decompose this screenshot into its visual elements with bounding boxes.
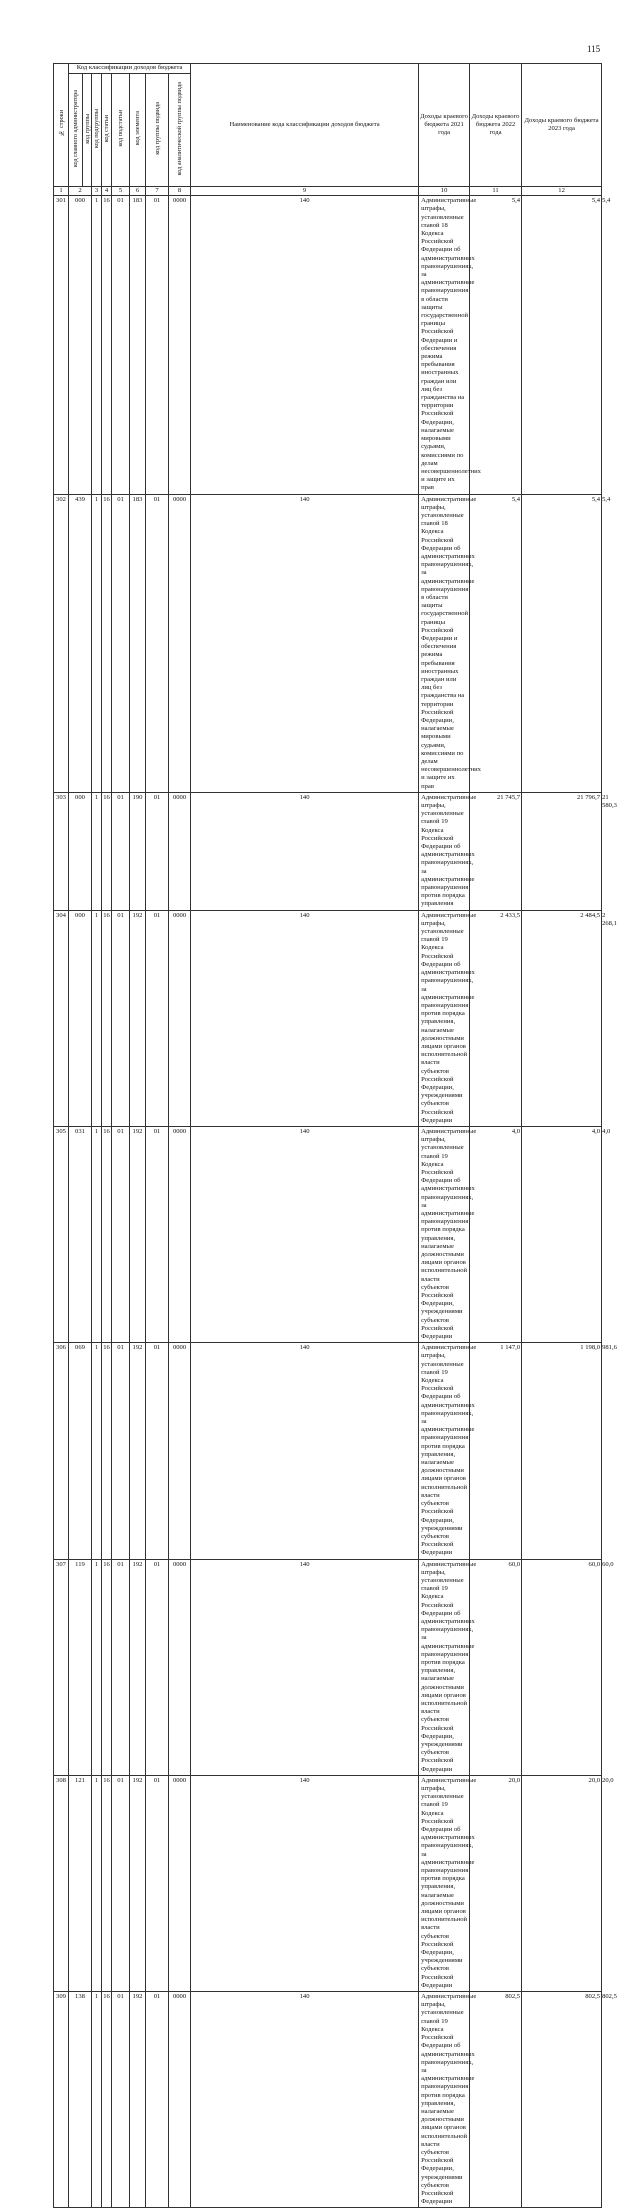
row-number-cell: 306 bbox=[54, 1343, 69, 1559]
subgroup-code-cell: 16 bbox=[102, 1775, 112, 1991]
amount-2021-cell: 4,0 bbox=[470, 1126, 522, 1342]
column-number: 11 bbox=[470, 187, 522, 196]
row-number-cell: 301 bbox=[54, 196, 69, 494]
amount-2021-cell: 2 433,5 bbox=[470, 910, 522, 1126]
table-row: 304 000 1 16 01 192 01 0000 140 Административные штрафы, установленные главой 19 Кодекса Российской Федерации об административных правонарушениях, за административные правонарушения против порядка управления, налагаемые должностными лицами органов исполнительной власти субъектов Российской Федерации, учреждениями субъектов Российской Федерации 2 433,5 2 484,5 2 268,1 bbox=[54, 910, 602, 1126]
article-code-cell: 01 bbox=[112, 1992, 130, 2208]
budget-revenue-table bbox=[53, 63, 617, 2208]
subtype-code-cell: 0000 bbox=[169, 1775, 191, 1991]
element-code-cell: 01 bbox=[146, 1992, 169, 2208]
header-row-number: № строки bbox=[54, 64, 69, 187]
header-2023: Доходы краевого бюджета 2023 года bbox=[522, 64, 602, 187]
subgroup-code-cell: 16 bbox=[102, 910, 112, 1126]
element-code-cell: 01 bbox=[146, 1775, 169, 1991]
column-number: 9 bbox=[191, 187, 419, 196]
subtype-code-cell: 0000 bbox=[169, 1992, 191, 2208]
article-code-cell: 01 bbox=[112, 1775, 130, 1991]
name-cell: Административные штрафы, установленные главой 18 Кодекса Российской Федерации об административных правонарушениях, за административные правонарушения в области защиты государственной границы Российской Федерации и обеспечения режима пребывания иностранных граждан или лиц без гражданства на территории Российской Федерации, налагаемые мировыми судьями, комиссиями по делам несовершеннолетних и защите их прав bbox=[419, 196, 470, 494]
amount-2022-cell: 21 796,7 bbox=[522, 792, 602, 910]
subarticle-code-cell: 192 bbox=[130, 1126, 146, 1342]
column-number: 4 bbox=[102, 187, 112, 196]
header-group-code: код группы bbox=[83, 74, 92, 187]
name-cell: Административные штрафы, установленные главой 19 Кодекса Российской Федерации об административных правонарушениях, за административные правонарушения против порядка управления bbox=[419, 792, 470, 910]
name-cell: Административные штрафы, установленные главой 19 Кодекса Российской Федерации об административных правонарушениях, за административные правонарушения против порядка управления, налагаемые должностными лицами органов исполнительной власти субъектов Российской Федерации, учреждениями субъектов Российской Федерации bbox=[419, 1126, 470, 1342]
group-code-cell: 1 bbox=[92, 494, 102, 792]
subtype-code-cell: 0000 bbox=[169, 1126, 191, 1342]
amount-2022-cell: 2 484,5 bbox=[522, 910, 602, 1126]
header-classification-group: Код классификации доходов бюджета bbox=[69, 64, 191, 74]
page-number: 115 bbox=[587, 44, 601, 54]
table-row: 308 121 1 16 01 192 01 0000 140 Административные штрафы, установленные главой 19 Кодекса Российской Федерации об административных правонарушениях, за административные правонарушения против порядка управления, налагаемые должностными лицами органов исполнительной власти субъектов Российской Федерации, учреждениями субъектов Российской Федерации 20,0 20,0 20,0 bbox=[54, 1775, 602, 1991]
article-code-cell: 01 bbox=[112, 1343, 130, 1559]
group-code-cell: 1 bbox=[92, 1992, 102, 2208]
column-number-row bbox=[54, 187, 602, 196]
admin-code-cell: 031 bbox=[69, 1126, 92, 1342]
article-code-cell: 01 bbox=[112, 1126, 130, 1342]
subarticle-code-cell: 192 bbox=[130, 910, 146, 1126]
subtype-code-cell: 0000 bbox=[169, 494, 191, 792]
column-number: 5 bbox=[112, 187, 130, 196]
header-2021: Доходы краевого бюджета 2021 года bbox=[419, 64, 470, 187]
admin-code-cell: 121 bbox=[69, 1775, 92, 1991]
analytic-code-cell: 140 bbox=[191, 1343, 419, 1559]
table-row: 302 439 1 16 01 183 01 0000 140 Административные штрафы, установленные главой 18 Кодекса Российской Федерации об административных правонарушениях, за административные правонарушения в области защиты государственной границы Российской Федерации и обеспечения режима пребывания иностранных граждан или лиц без гражданства на территории Российской Федерации, налагаемые мировыми судьями, комиссиями по делам несовершеннолетних и защите их прав 5,4 5,4 5,4 bbox=[54, 494, 602, 792]
group-code-cell: 1 bbox=[92, 1775, 102, 1991]
header-name: Наименование кода классификации доходов бюджета bbox=[191, 64, 419, 187]
amount-2021-cell: 60,0 bbox=[470, 1559, 522, 1775]
row-number-cell: 309 bbox=[54, 1992, 69, 2208]
column-number: 10 bbox=[419, 187, 470, 196]
subgroup-code-cell: 16 bbox=[102, 196, 112, 494]
table-row: 307 119 1 16 01 192 01 0000 140 Административные штрафы, установленные главой 19 Кодекса Российской Федерации об административных правонарушениях, за административные правонарушения против порядка управления, налагаемые должностными лицами органов исполнительной власти субъектов Российской Федерации, учреждениями субъектов Российской Федерации 60,0 60,0 60,0 bbox=[54, 1559, 602, 1775]
name-cell: Административные штрафы, установленные главой 19 Кодекса Российской Федерации об административных правонарушениях, за административные правонарушения против порядка управления, налагаемые должностными лицами органов исполнительной власти субъектов Российской Федерации, учреждениями субъектов Российской Федерации bbox=[419, 910, 470, 1126]
amount-2022-cell: 5,4 bbox=[522, 196, 602, 494]
article-code-cell: 01 bbox=[112, 196, 130, 494]
amount-2022-cell: 802,5 bbox=[522, 1992, 602, 2208]
header-subtype-code: код группы подвида bbox=[146, 74, 169, 187]
element-code-cell: 01 bbox=[146, 792, 169, 910]
amount-2021-cell: 21 745,7 bbox=[470, 792, 522, 910]
subgroup-code-cell: 16 bbox=[102, 1126, 112, 1342]
admin-code-cell: 069 bbox=[69, 1343, 92, 1559]
header-subgroup-code: код подгруппы bbox=[92, 74, 102, 187]
row-number-cell: 302 bbox=[54, 494, 69, 792]
row-number-cell: 303 bbox=[54, 792, 69, 910]
analytic-code-cell: 140 bbox=[191, 792, 419, 910]
name-cell: Административные штрафы, установленные главой 19 Кодекса Российской Федерации об административных правонарушениях, за административные правонарушения против порядка управления, налагаемые должностными лицами органов исполнительной власти субъектов Российской Федерации, учреждениями субъектов Российской Федерации bbox=[419, 1775, 470, 1991]
header-analytic-code: код аналитической группы подвида bbox=[169, 74, 191, 187]
column-number: 6 bbox=[130, 187, 146, 196]
admin-code-cell: 000 bbox=[69, 196, 92, 494]
name-cell: Административные штрафы, установленные главой 19 Кодекса Российской Федерации об административных правонарушениях, за административные правонарушения против порядка управления, налагаемые должностными лицами органов исполнительной власти субъектов Российской Федерации, учреждениями субъектов Российской Федерации bbox=[419, 1343, 470, 1559]
subtype-code-cell: 0000 bbox=[169, 1559, 191, 1775]
subarticle-code-cell: 183 bbox=[130, 494, 146, 792]
subtype-code-cell: 0000 bbox=[169, 910, 191, 1126]
column-number: 8 bbox=[169, 187, 191, 196]
table-header bbox=[54, 64, 602, 196]
row-number-cell: 305 bbox=[54, 1126, 69, 1342]
amount-2022-cell: 4,0 bbox=[522, 1126, 602, 1342]
analytic-code-cell: 140 bbox=[191, 1992, 419, 2208]
row-number-cell: 307 bbox=[54, 1559, 69, 1775]
subarticle-code-cell: 183 bbox=[130, 196, 146, 494]
article-code-cell: 01 bbox=[112, 910, 130, 1126]
table-row: 306 069 1 16 01 192 01 0000 140 Административные штрафы, установленные главой 19 Кодекса Российской Федерации об административных правонарушениях, за административные правонарушения против порядка управления, налагаемые должностными лицами органов исполнительной власти субъектов Российской Федерации, учреждениями субъектов Российской Федерации 1 147,0 1 198,0 981,6 bbox=[54, 1343, 602, 1559]
header-admin-code: код главного администратора bbox=[69, 74, 83, 187]
admin-code-cell: 439 bbox=[69, 494, 92, 792]
subarticle-code-cell: 192 bbox=[130, 1992, 146, 2208]
amount-2021-cell: 20,0 bbox=[470, 1775, 522, 1991]
subgroup-code-cell: 16 bbox=[102, 1343, 112, 1559]
row-number-cell: 304 bbox=[54, 910, 69, 1126]
amount-2021-cell: 1 147,0 bbox=[470, 1343, 522, 1559]
subgroup-code-cell: 16 bbox=[102, 494, 112, 792]
table-row: 305 031 1 16 01 192 01 0000 140 Административные штрафы, установленные главой 19 Кодекса Российской Федерации об административных правонарушениях, за административные правонарушения против порядка управления, налагаемые должностными лицами органов исполнительной власти субъектов Российской Федерации, учреждениями субъектов Российской Федерации 4,0 4,0 4,0 bbox=[54, 1126, 602, 1342]
admin-code-cell: 000 bbox=[69, 792, 92, 910]
article-code-cell: 01 bbox=[112, 1559, 130, 1775]
element-code-cell: 01 bbox=[146, 196, 169, 494]
column-number: 7 bbox=[146, 187, 169, 196]
analytic-code-cell: 140 bbox=[191, 196, 419, 494]
analytic-code-cell: 140 bbox=[191, 910, 419, 1126]
subtype-code-cell: 0000 bbox=[169, 792, 191, 910]
subgroup-code-cell: 16 bbox=[102, 1559, 112, 1775]
amount-2021-cell: 5,4 bbox=[470, 494, 522, 792]
group-code-cell: 1 bbox=[92, 196, 102, 494]
element-code-cell: 01 bbox=[146, 1559, 169, 1775]
subarticle-code-cell: 192 bbox=[130, 1559, 146, 1775]
table-row: 309 138 1 16 01 192 01 0000 140 Административные штрафы, установленные главой 19 Кодекса Российской Федерации об административных правонарушениях, за административные правонарушения против порядка управления, налагаемые должностными лицами органов исполнительной власти субъектов Российской Федерации, учреждениями субъектов Российской Федерации 802,5 802,5 802,5 bbox=[54, 1992, 602, 2208]
column-number: 12 bbox=[522, 187, 602, 196]
column-number: 3 bbox=[92, 187, 102, 196]
analytic-code-cell: 140 bbox=[191, 1559, 419, 1775]
name-cell: Административные штрафы, установленные главой 18 Кодекса Российской Федерации об административных правонарушениях, за административные правонарушения в области защиты государственной границы Российской Федерации и обеспечения режима пребывания иностранных граждан или лиц без гражданства на территории Российской Федерации, налагаемые мировыми судьями, комиссиями по делам несовершеннолетних и защите их прав bbox=[419, 494, 470, 792]
amount-2021-cell: 5,4 bbox=[470, 196, 522, 494]
admin-code-cell: 138 bbox=[69, 1992, 92, 2208]
name-cell: Административные штрафы, установленные главой 19 Кодекса Российской Федерации об административных правонарушениях, за административные правонарушения против порядка управления, налагаемые должностными лицами органов исполнительной власти субъектов Российской Федерации, учреждениями субъектов Российской Федерации bbox=[419, 1992, 470, 2208]
subtype-code-cell: 0000 bbox=[169, 196, 191, 494]
subarticle-code-cell: 192 bbox=[130, 1775, 146, 1991]
element-code-cell: 01 bbox=[146, 1343, 169, 1559]
header-subarticle-code: код подстатьи bbox=[112, 74, 130, 187]
header-article-code: код статьи bbox=[102, 74, 112, 187]
element-code-cell: 01 bbox=[146, 494, 169, 792]
admin-code-cell: 000 bbox=[69, 910, 92, 1126]
column-number: 2 bbox=[69, 187, 92, 196]
subarticle-code-cell: 192 bbox=[130, 1343, 146, 1559]
group-code-cell: 1 bbox=[92, 910, 102, 1126]
amount-2022-cell: 5,4 bbox=[522, 494, 602, 792]
column-number: 1 bbox=[54, 187, 69, 196]
table-row: 303 000 1 16 01 190 01 0000 140 Административные штрафы, установленные главой 19 Кодекса Российской Федерации об административных правонарушениях, за административные правонарушения против порядка управления 21 745,7 21 796,7 21 580,3 bbox=[54, 792, 602, 910]
table-row: 301 000 1 16 01 183 01 0000 140 Административные штрафы, установленные главой 18 Кодекса Российской Федерации об административных правонарушениях, за административные правонарушения в области защиты государственной границы Российской Федерации и обеспечения режима пребывания иностранных граждан или лиц без гражданства на территории Российской Федерации, налагаемые мировыми судьями, комиссиями по делам несовершеннолетних и защите их прав 5,4 5,4 5,4 bbox=[54, 196, 602, 494]
analytic-code-cell: 140 bbox=[191, 1775, 419, 1991]
article-code-cell: 01 bbox=[112, 494, 130, 792]
analytic-code-cell: 140 bbox=[191, 1126, 419, 1342]
amount-2021-cell: 802,5 bbox=[470, 1992, 522, 2208]
row-number-cell: 308 bbox=[54, 1775, 69, 1991]
amount-2022-cell: 1 198,0 bbox=[522, 1343, 602, 1559]
group-code-cell: 1 bbox=[92, 792, 102, 910]
group-code-cell: 1 bbox=[92, 1559, 102, 1775]
element-code-cell: 01 bbox=[146, 1126, 169, 1342]
element-code-cell: 01 bbox=[146, 910, 169, 1126]
header-2022: Доходы краевого бюджета 2022 года bbox=[470, 64, 522, 187]
table-body bbox=[54, 196, 617, 2208]
admin-code-cell: 119 bbox=[69, 1559, 92, 1775]
amount-2022-cell: 20,0 bbox=[522, 1775, 602, 1991]
group-code-cell: 1 bbox=[92, 1343, 102, 1559]
amount-2022-cell: 60,0 bbox=[522, 1559, 602, 1775]
group-code-cell: 1 bbox=[92, 1126, 102, 1342]
analytic-code-cell: 140 bbox=[191, 494, 419, 792]
subgroup-code-cell: 16 bbox=[102, 792, 112, 910]
article-code-cell: 01 bbox=[112, 792, 130, 910]
name-cell: Административные штрафы, установленные главой 19 Кодекса Российской Федерации об административных правонарушениях, за административные правонарушения против порядка управления, налагаемые должностными лицами органов исполнительной власти субъектов Российской Федерации, учреждениями субъектов Российской Федерации bbox=[419, 1559, 470, 1775]
subarticle-code-cell: 190 bbox=[130, 792, 146, 910]
subtype-code-cell: 0000 bbox=[169, 1343, 191, 1559]
header-element-code: код элемента bbox=[130, 74, 146, 187]
subgroup-code-cell: 16 bbox=[102, 1992, 112, 2208]
